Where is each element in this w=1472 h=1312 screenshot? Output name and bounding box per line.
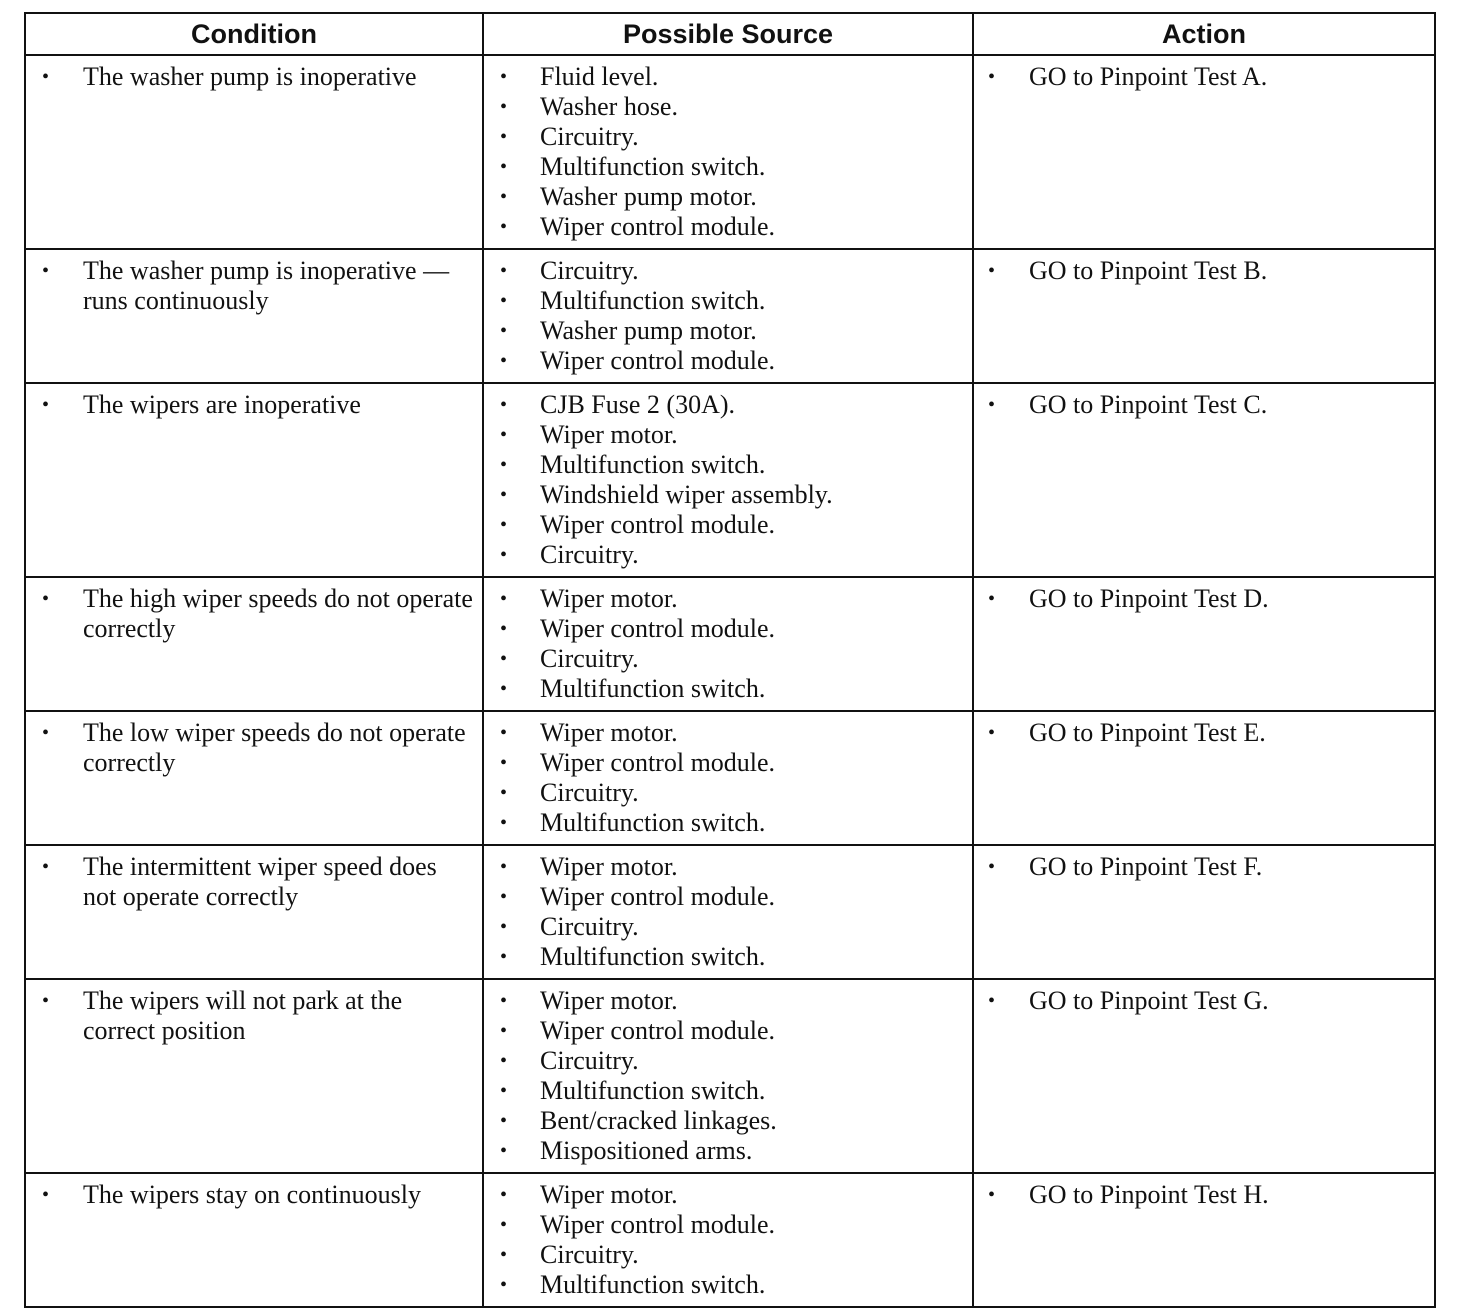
header-action: Action bbox=[973, 13, 1435, 55]
condition-item bbox=[26, 852, 474, 912]
source-text: Wiper control module. bbox=[540, 346, 776, 375]
bullet-icon: • bbox=[500, 156, 508, 178]
bullet-icon: • bbox=[500, 1274, 508, 1296]
bullet-icon: • bbox=[42, 856, 50, 878]
source-text: Bent/cracked linkages. bbox=[540, 1106, 777, 1135]
action-item bbox=[974, 718, 1426, 748]
source-text: Wiper motor. bbox=[540, 852, 678, 881]
source-item bbox=[484, 286, 964, 316]
source-text: Multifunction switch. bbox=[540, 1270, 766, 1299]
action-cell bbox=[973, 979, 1435, 1173]
condition-text: The high wiper speeds do not operate correctly bbox=[83, 584, 473, 643]
table-row bbox=[25, 577, 1435, 711]
source-text: Multifunction switch. bbox=[540, 152, 766, 181]
source-text: Circuitry. bbox=[540, 122, 639, 151]
bullet-icon: • bbox=[988, 722, 996, 744]
source-text: Wiper control module. bbox=[540, 882, 776, 911]
source-item bbox=[484, 62, 964, 92]
action-cell bbox=[973, 383, 1435, 577]
source-text: Circuitry. bbox=[540, 778, 639, 807]
action-cell bbox=[973, 711, 1435, 845]
condition-cell bbox=[25, 979, 483, 1173]
source-text: Multifunction switch. bbox=[540, 674, 766, 703]
condition-cell bbox=[25, 845, 483, 979]
source-text: Wiper motor. bbox=[540, 718, 678, 747]
source-item bbox=[484, 912, 964, 942]
bullet-icon: • bbox=[988, 260, 996, 282]
source-cell bbox=[483, 577, 973, 711]
bullet-icon: • bbox=[500, 216, 508, 238]
source-text: Circuitry. bbox=[540, 644, 639, 673]
bullet-icon: • bbox=[500, 618, 508, 640]
source-item bbox=[484, 614, 964, 644]
condition-cell bbox=[25, 1173, 483, 1307]
source-text: Wiper motor. bbox=[540, 420, 678, 449]
action-cell bbox=[973, 55, 1435, 249]
bullet-icon: • bbox=[500, 66, 508, 88]
condition-text: The washer pump is inoperative — runs continuously bbox=[83, 256, 450, 315]
source-text: Multifunction switch. bbox=[540, 808, 766, 837]
header-possible-source: Possible Source bbox=[483, 13, 973, 55]
source-item bbox=[484, 1180, 964, 1210]
source-item bbox=[484, 212, 964, 242]
source-item bbox=[484, 256, 964, 286]
condition-cell bbox=[25, 711, 483, 845]
source-text: Circuitry. bbox=[540, 540, 639, 569]
source-text: Wiper control module. bbox=[540, 212, 776, 241]
source-item bbox=[484, 540, 964, 570]
bullet-icon: • bbox=[42, 722, 50, 744]
bullet-icon: • bbox=[500, 544, 508, 566]
action-text: GO to Pinpoint Test H. bbox=[1029, 1180, 1269, 1209]
condition-item bbox=[26, 584, 474, 644]
source-item bbox=[484, 122, 964, 152]
bullet-icon: • bbox=[988, 856, 996, 878]
bullet-icon: • bbox=[500, 946, 508, 968]
source-item bbox=[484, 1136, 964, 1166]
bullet-icon: • bbox=[988, 66, 996, 88]
action-cell bbox=[973, 1173, 1435, 1307]
source-item bbox=[484, 1046, 964, 1076]
bullet-icon: • bbox=[42, 990, 50, 1012]
bullet-icon: • bbox=[500, 1184, 508, 1206]
bullet-icon: • bbox=[988, 990, 996, 1012]
source-text: Multifunction switch. bbox=[540, 942, 766, 971]
bullet-icon: • bbox=[500, 484, 508, 506]
bullet-icon: • bbox=[500, 394, 508, 416]
source-item bbox=[484, 942, 964, 972]
table-row bbox=[25, 845, 1435, 979]
source-text: CJB Fuse 2 (30A). bbox=[540, 390, 736, 419]
bullet-icon: • bbox=[500, 1080, 508, 1102]
action-item bbox=[974, 1180, 1426, 1210]
bullet-icon: • bbox=[500, 96, 508, 118]
source-text: Windshield wiper assembly. bbox=[540, 480, 833, 509]
source-text: Multifunction switch. bbox=[540, 1076, 766, 1105]
table-row bbox=[25, 1173, 1435, 1307]
action-text: GO to Pinpoint Test C. bbox=[1029, 390, 1268, 419]
header-row bbox=[25, 13, 1435, 55]
condition-item bbox=[26, 256, 474, 316]
bullet-icon: • bbox=[500, 454, 508, 476]
source-item bbox=[484, 182, 964, 212]
bullet-icon: • bbox=[500, 886, 508, 908]
source-item bbox=[484, 420, 964, 450]
source-text: Circuitry. bbox=[540, 912, 639, 941]
source-cell bbox=[483, 845, 973, 979]
source-item bbox=[484, 718, 964, 748]
bullet-icon: • bbox=[500, 722, 508, 744]
bullet-icon: • bbox=[500, 1050, 508, 1072]
condition-cell bbox=[25, 383, 483, 577]
condition-text: The wipers will not park at the correct position bbox=[83, 986, 403, 1045]
bullet-icon: • bbox=[42, 1184, 50, 1206]
bullet-icon: • bbox=[42, 588, 50, 610]
source-text: Circuitry. bbox=[540, 1046, 639, 1075]
source-text: Circuitry. bbox=[540, 256, 639, 285]
bullet-icon: • bbox=[500, 648, 508, 670]
source-text: Wiper motor. bbox=[540, 1180, 678, 1209]
source-text: Washer hose. bbox=[540, 92, 678, 121]
bullet-icon: • bbox=[500, 1020, 508, 1042]
action-item bbox=[974, 256, 1426, 286]
bullet-icon: • bbox=[500, 320, 508, 342]
action-text: GO to Pinpoint Test D. bbox=[1029, 584, 1269, 613]
source-item bbox=[484, 748, 964, 778]
condition-text: The intermittent wiper speed does not operate correctly bbox=[83, 852, 437, 911]
bullet-icon: • bbox=[42, 260, 50, 282]
action-text: GO to Pinpoint Test G. bbox=[1029, 986, 1269, 1015]
table-row bbox=[25, 979, 1435, 1173]
condition-item bbox=[26, 390, 474, 420]
bullet-icon: • bbox=[500, 782, 508, 804]
bullet-icon: • bbox=[988, 1184, 996, 1206]
condition-item bbox=[26, 1180, 474, 1210]
condition-item bbox=[26, 986, 474, 1046]
bullet-icon: • bbox=[500, 290, 508, 312]
bullet-icon: • bbox=[500, 752, 508, 774]
bullet-icon: • bbox=[500, 856, 508, 878]
table-row bbox=[25, 55, 1435, 249]
bullet-icon: • bbox=[988, 394, 996, 416]
bullet-icon: • bbox=[500, 424, 508, 446]
source-item bbox=[484, 1076, 964, 1106]
action-item bbox=[974, 62, 1426, 92]
source-item bbox=[484, 152, 964, 182]
source-item bbox=[484, 450, 964, 480]
action-text: GO to Pinpoint Test A. bbox=[1029, 62, 1268, 91]
source-text: Wiper control module. bbox=[540, 510, 776, 539]
table-row bbox=[25, 711, 1435, 845]
source-item bbox=[484, 852, 964, 882]
action-item bbox=[974, 584, 1426, 614]
condition-cell bbox=[25, 249, 483, 383]
source-item bbox=[484, 1106, 964, 1136]
table-row bbox=[25, 383, 1435, 577]
action-text: GO to Pinpoint Test F. bbox=[1029, 852, 1263, 881]
table-row bbox=[25, 249, 1435, 383]
source-item bbox=[484, 1210, 964, 1240]
action-text: GO to Pinpoint Test E. bbox=[1029, 718, 1266, 747]
source-text: Multifunction switch. bbox=[540, 450, 766, 479]
source-text: Mispositioned arms. bbox=[540, 1136, 753, 1165]
bullet-icon: • bbox=[500, 514, 508, 536]
header-condition: Condition bbox=[25, 13, 483, 55]
source-text: Wiper control module. bbox=[540, 1210, 776, 1239]
bullet-icon: • bbox=[500, 1140, 508, 1162]
bullet-icon: • bbox=[42, 394, 50, 416]
source-text: Wiper control module. bbox=[540, 614, 776, 643]
bullet-icon: • bbox=[500, 812, 508, 834]
condition-item bbox=[26, 718, 474, 778]
bullet-icon: • bbox=[500, 1110, 508, 1132]
bullet-icon: • bbox=[500, 990, 508, 1012]
source-text: Washer pump motor. bbox=[540, 182, 757, 211]
action-item bbox=[974, 390, 1426, 420]
source-item bbox=[484, 390, 964, 420]
action-cell bbox=[973, 249, 1435, 383]
bullet-icon: • bbox=[500, 1214, 508, 1236]
source-text: Multifunction switch. bbox=[540, 286, 766, 315]
source-item bbox=[484, 882, 964, 912]
condition-cell bbox=[25, 55, 483, 249]
bullet-icon: • bbox=[500, 260, 508, 282]
source-text: Wiper control module. bbox=[540, 1016, 776, 1045]
source-text: Washer pump motor. bbox=[540, 316, 757, 345]
diagnostic-table bbox=[24, 12, 1436, 1308]
bullet-icon: • bbox=[500, 678, 508, 700]
bullet-icon: • bbox=[42, 66, 50, 88]
source-item bbox=[484, 1240, 964, 1270]
source-text: Circuitry. bbox=[540, 1240, 639, 1269]
condition-text: The washer pump is inoperative bbox=[83, 62, 417, 91]
action-item bbox=[974, 852, 1426, 882]
source-cell bbox=[483, 711, 973, 845]
source-item bbox=[484, 480, 964, 510]
bullet-icon: • bbox=[988, 588, 996, 610]
source-cell bbox=[483, 55, 973, 249]
source-cell bbox=[483, 249, 973, 383]
bullet-icon: • bbox=[500, 916, 508, 938]
condition-item bbox=[26, 62, 474, 92]
condition-text: The wipers are inoperative bbox=[83, 390, 361, 419]
source-item bbox=[484, 510, 964, 540]
source-item bbox=[484, 778, 964, 808]
action-text: GO to Pinpoint Test B. bbox=[1029, 256, 1268, 285]
condition-text: The wipers stay on continuously bbox=[83, 1180, 421, 1209]
source-item bbox=[484, 808, 964, 838]
source-item bbox=[484, 584, 964, 614]
source-text: Wiper control module. bbox=[540, 748, 776, 777]
source-item bbox=[484, 316, 964, 346]
source-item bbox=[484, 1270, 964, 1300]
action-cell bbox=[973, 845, 1435, 979]
source-cell bbox=[483, 1173, 973, 1307]
source-item bbox=[484, 1016, 964, 1046]
source-cell bbox=[483, 979, 973, 1173]
bullet-icon: • bbox=[500, 350, 508, 372]
bullet-icon: • bbox=[500, 126, 508, 148]
source-item bbox=[484, 674, 964, 704]
source-text: Wiper motor. bbox=[540, 986, 678, 1015]
condition-text: The low wiper speeds do not operate correctly bbox=[83, 718, 466, 777]
bullet-icon: • bbox=[500, 588, 508, 610]
action-item bbox=[974, 986, 1426, 1016]
source-text: Fluid level. bbox=[540, 62, 659, 91]
condition-cell bbox=[25, 577, 483, 711]
source-text: Wiper motor. bbox=[540, 584, 678, 613]
source-cell bbox=[483, 383, 973, 577]
source-item bbox=[484, 986, 964, 1016]
bullet-icon: • bbox=[500, 186, 508, 208]
source-item bbox=[484, 346, 964, 376]
action-cell bbox=[973, 577, 1435, 711]
source-item bbox=[484, 644, 964, 674]
source-item bbox=[484, 92, 964, 122]
bullet-icon: • bbox=[500, 1244, 508, 1266]
